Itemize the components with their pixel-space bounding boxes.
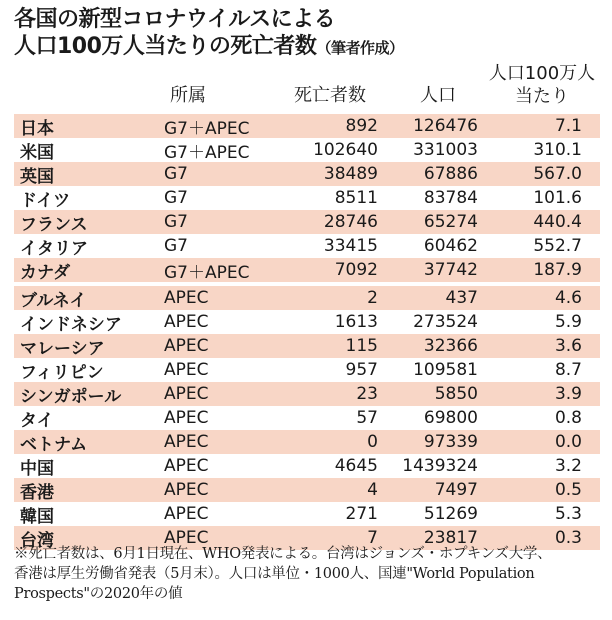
deaths-cell: 33415 — [323, 236, 378, 256]
per-million-cell: 3.6 — [554, 336, 582, 356]
affiliation-cell: APEC — [164, 528, 209, 548]
affiliation-cell: G7＋APEC — [164, 118, 250, 139]
deaths-cell: 38489 — [323, 164, 378, 184]
country-name: 米国 — [20, 142, 54, 163]
deaths-cell: 957 — [345, 360, 378, 380]
per-million-cell: 187.9 — [533, 260, 582, 280]
country-name: フランス — [20, 214, 88, 235]
country-name: 台湾 — [20, 530, 54, 551]
deaths-cell: 102640 — [313, 140, 378, 160]
header-per-million-line-1: 人口100万人 — [488, 63, 596, 84]
country-name: ブルネイ — [20, 290, 87, 311]
country-name: 日本 — [20, 118, 54, 139]
country-name: イタリア — [20, 238, 88, 259]
title-note: （筆者作成） — [316, 39, 404, 57]
table-group-apec — [14, 286, 600, 550]
per-million-cell: 0.5 — [554, 480, 582, 500]
per-million-cell: 0.0 — [554, 432, 582, 452]
table-row — [14, 478, 600, 502]
per-million-cell: 310.1 — [533, 140, 582, 160]
affiliation-cell: APEC — [164, 312, 209, 332]
affiliation-cell: G7＋APEC — [164, 142, 250, 163]
country-name: タイ — [20, 410, 54, 431]
population-cell: 83784 — [423, 188, 478, 208]
per-million-cell: 552.7 — [533, 236, 582, 256]
deaths-cell: 7 — [367, 528, 378, 548]
table-row — [14, 310, 600, 334]
deaths-cell: 7092 — [334, 260, 378, 280]
population-cell: 437 — [445, 288, 478, 308]
population-cell: 67886 — [423, 164, 478, 184]
title-line-2-text: 人口100万人当たりの死亡者数 — [14, 34, 317, 59]
per-million-cell: 440.4 — [533, 212, 582, 232]
population-cell: 51269 — [423, 504, 478, 524]
population-cell: 65274 — [423, 212, 478, 232]
table-row — [14, 210, 600, 234]
affiliation-cell: APEC — [164, 408, 209, 428]
deaths-cell: 0 — [367, 432, 378, 452]
per-million-cell: 7.1 — [554, 116, 582, 136]
deaths-cell: 4 — [367, 480, 378, 500]
population-cell: 1439324 — [402, 456, 478, 476]
affiliation-cell: APEC — [164, 432, 209, 452]
per-million-cell: 5.3 — [554, 504, 582, 524]
table-row — [14, 454, 600, 478]
country-name: 香港 — [20, 482, 54, 503]
per-million-cell: 4.6 — [554, 288, 582, 308]
deaths-cell: 28746 — [323, 212, 378, 232]
per-million-cell: 567.0 — [533, 164, 582, 184]
per-million-cell: 5.9 — [554, 312, 582, 332]
population-cell: 23817 — [423, 528, 478, 548]
population-cell: 32366 — [423, 336, 478, 356]
header-affiliation: 所属 — [170, 85, 206, 106]
footnote-line-2: 香港は厚生労働省発表（5月末）。人口は単位・1000人、国連"World Population — [14, 566, 535, 582]
population-cell: 69800 — [423, 408, 478, 428]
table-row — [14, 162, 600, 186]
table-row — [14, 430, 600, 454]
table-row — [14, 406, 600, 430]
affiliation-cell: APEC — [164, 360, 209, 380]
affiliation-cell: G7 — [164, 236, 188, 256]
country-name: ドイツ — [20, 190, 71, 211]
table-row — [14, 186, 600, 210]
population-cell: 126476 — [413, 116, 478, 136]
header-deaths: 死亡者数 — [294, 85, 366, 106]
affiliation-cell: G7 — [164, 212, 188, 232]
table-row — [14, 334, 600, 358]
affiliation-cell: G7 — [164, 188, 188, 208]
population-cell: 60462 — [423, 236, 478, 256]
country-name: ベトナム — [20, 434, 88, 455]
population-cell: 5850 — [434, 384, 478, 404]
country-name: マレーシア — [20, 338, 105, 359]
table-row — [14, 286, 600, 310]
country-name: カナダ — [20, 262, 71, 283]
country-name: フィリピン — [20, 362, 104, 383]
population-cell: 7497 — [434, 480, 478, 500]
country-name: 英国 — [20, 166, 54, 187]
footnote-line-3: Prospects"の2020年の値 — [14, 586, 183, 602]
deaths-cell: 4645 — [334, 456, 378, 476]
page-title — [14, 6, 403, 62]
table-row — [14, 382, 600, 406]
deaths-cell: 1613 — [334, 312, 378, 332]
per-million-cell: 101.6 — [533, 188, 582, 208]
population-cell: 331003 — [413, 140, 478, 160]
country-name: シンガポール — [20, 386, 122, 407]
header-population: 人口 — [420, 85, 456, 106]
table-row — [14, 234, 600, 258]
country-name: インドネシア — [20, 314, 122, 335]
affiliation-cell: APEC — [164, 480, 209, 500]
title-line-1: 各国の新型コロナウイルスによる — [14, 7, 336, 32]
affiliation-cell: APEC — [164, 504, 209, 524]
table-row — [14, 258, 600, 282]
population-cell: 97339 — [423, 432, 478, 452]
affiliation-cell: G7＋APEC — [164, 262, 250, 283]
footnote — [14, 544, 604, 604]
table-row — [14, 358, 600, 382]
header-per-million — [478, 62, 606, 108]
table-row — [14, 114, 600, 138]
footnote-line-1: ※死亡者数は、6月1日現在、WHO発表による。台湾はジョンズ・ホプキンズ大学、 — [14, 546, 552, 562]
deaths-cell: 115 — [345, 336, 378, 356]
population-cell: 109581 — [413, 360, 478, 380]
table-row — [14, 502, 600, 526]
country-name: 韓国 — [20, 506, 54, 527]
deaths-cell: 8511 — [334, 188, 378, 208]
per-million-cell: 0.3 — [554, 528, 582, 548]
per-million-cell: 3.2 — [554, 456, 582, 476]
affiliation-cell: G7 — [164, 164, 188, 184]
table-group-g7 — [14, 114, 600, 282]
deaths-cell: 2 — [367, 288, 378, 308]
table-row — [14, 138, 600, 162]
title-line-2 — [14, 33, 403, 62]
per-million-cell: 0.8 — [554, 408, 582, 428]
deaths-cell: 57 — [356, 408, 378, 428]
per-million-cell: 3.9 — [554, 384, 582, 404]
per-million-cell: 8.7 — [554, 360, 582, 380]
population-cell: 37742 — [423, 260, 478, 280]
affiliation-cell: APEC — [164, 384, 209, 404]
country-name: 中国 — [20, 458, 54, 479]
affiliation-cell: APEC — [164, 336, 209, 356]
affiliation-cell: APEC — [164, 456, 209, 476]
deaths-cell: 23 — [356, 384, 378, 404]
deaths-cell: 271 — [345, 504, 378, 524]
header-per-million-line-2: 当たり — [515, 86, 569, 107]
population-cell: 273524 — [413, 312, 478, 332]
deaths-cell: 892 — [345, 116, 378, 136]
affiliation-cell: APEC — [164, 288, 209, 308]
